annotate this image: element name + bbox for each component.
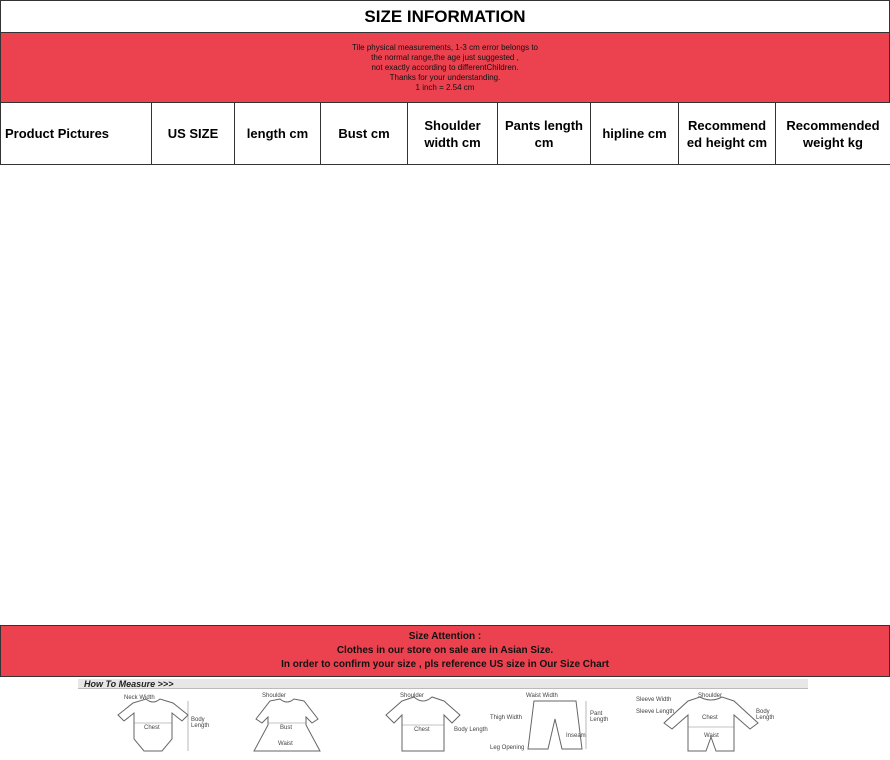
- waist-label: Waist: [278, 741, 293, 747]
- notice-line: Thanks for your understanding.: [389, 72, 501, 82]
- header-row: [1, 103, 890, 165]
- dress-diagram: [222, 693, 352, 757]
- attention-line: In order to confirm your size , pls reference US size in Our Size Chart: [281, 659, 609, 670]
- attention-heading: Size Attention :: [408, 631, 482, 642]
- shirt-outline-icon: [358, 693, 488, 757]
- how-to-measure-heading: How To Measure >>>: [78, 679, 808, 689]
- chest-label: Chest: [144, 725, 160, 731]
- header-product-pictures: Product Pictures: [1, 103, 152, 165]
- romper-diagram: [636, 693, 786, 757]
- notice-line: not exactly according to differentChildren.: [371, 62, 519, 72]
- header-hipline: hipline cm: [591, 103, 679, 165]
- header-us-size: US SIZE: [152, 103, 235, 165]
- notice-line: Tile physical measurements, 1-3 cm error belongs to: [352, 42, 538, 52]
- notice-line: 1 inch = 2.54 cm: [415, 82, 475, 92]
- measurement-notice: [0, 33, 890, 102]
- sleeve-width-label: Sleeve Width: [636, 697, 672, 703]
- body-length-label: Body Length: [191, 717, 210, 729]
- how-to-measure-section: [0, 677, 890, 760]
- pants-diagram: [490, 693, 620, 757]
- notice-line: the normal range,the age just suggested ,: [371, 52, 519, 62]
- thigh-width-label: Thigh Width: [490, 715, 523, 721]
- shirt-diagram: [358, 693, 488, 757]
- bodysuit-diagram: [88, 693, 218, 757]
- page-title: SIZE INFORMATION: [0, 0, 890, 33]
- header-shoulder-width: Shoulder width cm: [408, 103, 498, 165]
- size-chart-table: [0, 102, 890, 165]
- header-pants-length: Pants length cm: [498, 103, 591, 165]
- neck-width-label: Neck Width: [124, 695, 155, 701]
- leg-opening-label: Leg Opening: [490, 745, 525, 751]
- romper-waist-label: Waist: [704, 733, 719, 739]
- shirt-shoulder-label: Shoulder: [400, 693, 425, 699]
- romper-shoulder-label: Shoulder: [698, 693, 723, 699]
- shirt-body-length-label: Body Length: [454, 727, 488, 733]
- header-length: length cm: [235, 103, 321, 165]
- inseam-label: Inseam: [566, 733, 586, 739]
- attention-line: Clothes in our store on sale are in Asian Size.: [336, 645, 554, 656]
- sleeve-length-label: Sleeve Length: [636, 709, 675, 715]
- romper-chest-label: Chest: [702, 715, 718, 721]
- shirt-chest-label: Chest: [414, 727, 430, 733]
- shoulder-label: Shoulder: [262, 693, 287, 699]
- romper-body-length-label: Body Length: [756, 709, 775, 721]
- size-attention-banner: [0, 625, 890, 677]
- bust-label: Bust: [280, 725, 293, 731]
- waist-width-label: Waist Width: [526, 693, 558, 699]
- header-recommended-weight: Recommended weight kg: [776, 103, 890, 165]
- header-recommended-height: Recommend ed height cm: [679, 103, 776, 165]
- pant-length-label: Pant Length: [590, 711, 609, 723]
- header-bust: Bust cm: [321, 103, 408, 165]
